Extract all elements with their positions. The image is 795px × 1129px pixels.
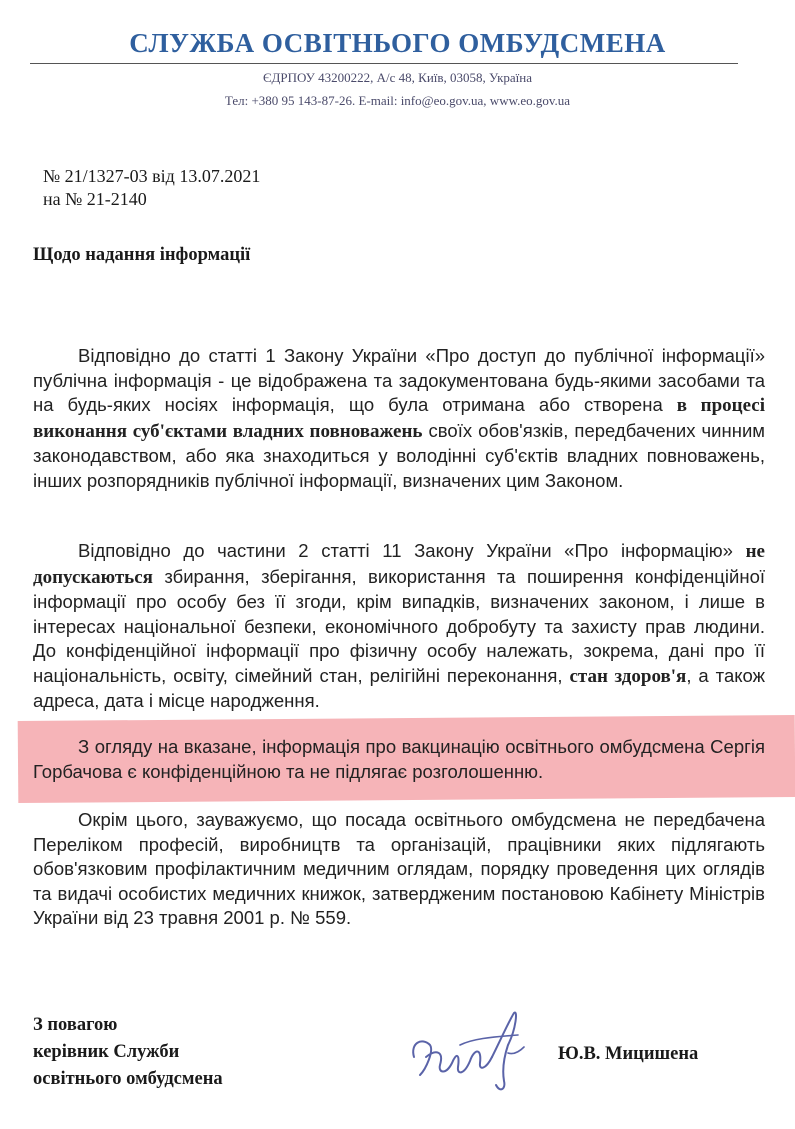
letterhead-divider [30,63,738,64]
outgoing-number: № 21/1327-03 від 13.07.2021 [43,166,261,186]
letter-subject: Щодо надання інформації [33,245,251,265]
handwritten-signature [400,1005,530,1100]
incoming-number: на № 21-2140 [43,189,147,209]
paragraph-confidential-info: Відповідно до частини 2 статті 11 Закону України «Про інформацію» не допускаються збирання, зберігання, використання та поширення конфіденційної інформації про особу без її згоди, крім випадків, визначених законом, і лише в інтересах національної безпеки, економічного добробуту та захисту прав людини. До конфіденційної інформації про фізичну особу належать, зокрема, дані про її національність, освіту, сімейний стан, релігійні переконання, стан здоров'я, а також адреса, дата і місце народження. [33,540,765,711]
closing-position: керівник Служби [33,1042,180,1062]
closing-organization: освітнього омбудсмена [33,1069,223,1089]
letterhead-title: СЛУЖБА ОСВІТНЬОГО ОМБУДСМЕНА [129,28,666,58]
letterhead-contacts: Тел: +380 95 143-87-26. E-mail: info@eo.gov.ua, www.eo.gov.ua [224,93,571,108]
paragraph-medical-list: Окрім цього, зауважуємо, що посада освітнього омбудсмена не передбачена Переліком професій, виробництв та організацій, працівники яких підлягають обов'язковим профілактичним медичним оглядам, порядку проведення цих оглядів та видачі особистих медичних книжок, затвердженим постановою Кабінету Міністрів України від 23 травня 2001 р. № 559. [33,809,765,928]
closing-greeting: З повагою [33,1015,118,1035]
letterhead-registration: ЄДРПОУ 43200222, А/с 48, Київ, 03058, Україна [262,70,533,85]
paragraph-conclusion: З огляду на вказане, інформація про вакцинацію освітнього омбудсмена Сергія Горбачова є конфіденційною та не підлягає розголошенню. [33,736,765,782]
closing-block [33,1012,223,1093]
paragraph-public-info: Відповідно до статті 1 Закону України «Про доступ до публічної інформації» публічна інформація - це відображена та задокументована будь-якими засобами та на будь-яких носіях інформація, що була отримана або створена в процесі виконання суб'єктами владних повноважень своїх обов'язків, передбачених чинним законодавством, або яка знаходиться у володінні суб'єктів владних повноважень, інших розпорядників публічної інформації, визначених цим Законом. [33,345,766,491]
signer-name: Ю.В. Мицишена [558,1044,699,1064]
